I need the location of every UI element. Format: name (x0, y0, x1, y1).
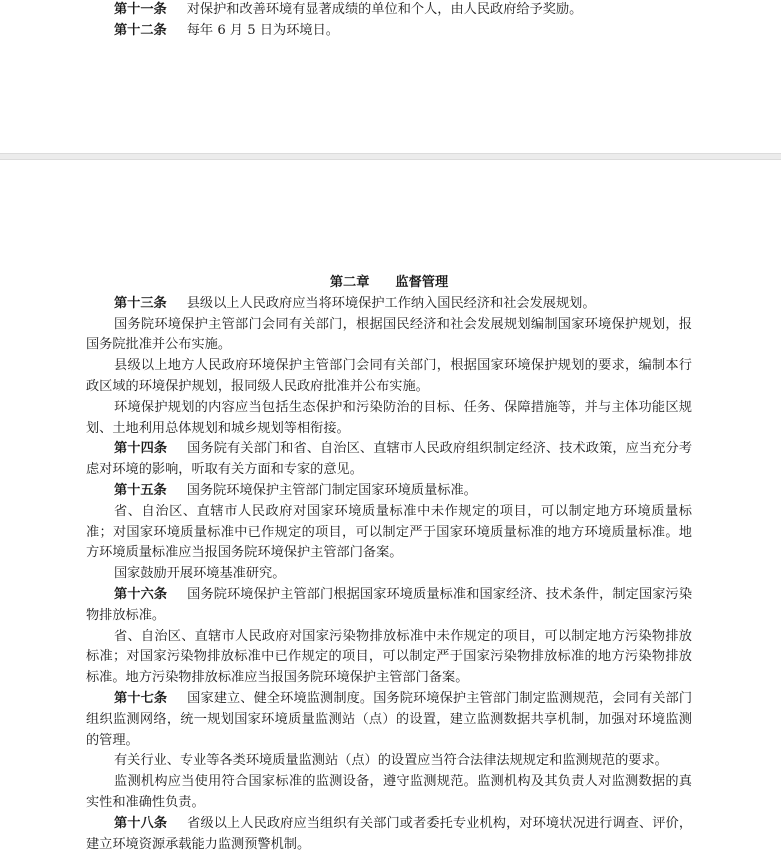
article-paragraph (86, 814, 692, 856)
article-paragraph (86, 689, 692, 751)
article-text: 国家鼓励开展环境基准研究。 (114, 566, 286, 582)
article-text: 省级以上人民政府应当组织有关部门或者委托专业机构，对环境状况进行调查、评价，建立环境资源承载能力监测预警机制。 (86, 815, 693, 852)
article-paragraph (86, 21, 692, 42)
article-text: 县级以上地方人民政府环境保护主管部门会同有关部门，根据国家环境保护规划的要求，编制本行政区域的环境保护规划，报同级人民政府批准并公布实施。 (86, 358, 692, 394)
article-paragraph (86, 502, 692, 564)
article-number: 第十七条 (114, 690, 168, 706)
document-page-2 (0, 160, 781, 857)
article-number: 第十二条 (114, 22, 167, 38)
article-paragraph (86, 0, 692, 21)
chapter-number: 第二章 (329, 275, 370, 290)
chapter-heading (86, 273, 692, 294)
article-number: 第十六条 (114, 586, 168, 602)
article-paragraph (86, 356, 692, 398)
article-number: 第十八条 (114, 815, 168, 831)
article-text: 国务院有关部门和省、自治区、直辖市人民政府组织制定经济、技术政策，应当充分考虑对环境的影响，听取有关方面和专家的意见。 (86, 441, 693, 478)
article-text: 有关行业、专业等各类环境质量监测站（点）的设置应当符合法律法规规定和监测规范的要求。 (114, 753, 668, 769)
article-paragraph (86, 439, 692, 481)
document-page-1 (0, 0, 781, 153)
page-2-body (86, 273, 692, 855)
page-1-body (86, 0, 692, 42)
article-number: 第十三条 (114, 295, 167, 311)
article-text: 省、自治区、直辖市人民政府对国家污染物排放标准中未作规定的项目，可以制定地方污染物排放标准；对国家污染物排放标准中已作规定的项目，可以制定严于国家污染物排放标准的地方污染物排放标准。地方污染物排放标准应当报国务院环境保护主管部门备案。 (86, 628, 692, 686)
chapter-paragraphs (86, 294, 692, 856)
article-number: 第十四条 (114, 441, 168, 457)
article-paragraph (86, 398, 692, 440)
article-paragraph (86, 772, 692, 814)
article-text: 国家建立、健全环境监测制度。国务院环境保护主管部门制定监测规范，会同有关部门组织监测网络，统一规划国家环境质量监测站（点）的设置，建立监测数据共享机制，加强对环境监测的管理。 (86, 690, 693, 748)
article-text: 国务院环境保护主管部门会同有关部门，根据国民经济和社会发展规划编制国家环境保护规划，报国务院批准并公布实施。 (86, 316, 692, 353)
article-text: 环境保护规划的内容应当包括生态保护和污染防治的目标、任务、保障措施等，并与主体功能区规划、土地利用总体规划和城乡规划等相衔接。 (86, 399, 692, 436)
article-text: 省、自治区、直辖市人民政府对国家环境质量标准中未作规定的项目，可以制定地方环境质量标准；对国家环境质量标准中已作规定的项目，可以制定严于国家环境质量标准的地方环境质量标准。地方环境质量标准应当报国务院环境保护主管部门备案。 (86, 503, 692, 561)
page-separator (0, 153, 781, 160)
article-number: 第十五条 (114, 482, 167, 498)
article-paragraph (86, 585, 692, 627)
article-text: 监测机构应当使用符合国家标准的监测设备，遵守监测规范。监测机构及其负责人对监测数据的真实性和准确性负责。 (86, 774, 692, 810)
article-paragraph (86, 627, 692, 689)
article-text: 每年 6 月 5 日为环境日。 (186, 22, 339, 38)
article-paragraph (86, 751, 692, 772)
article-text: 国务院环境保护主管部门根据国家环境质量标准和国家经济、技术条件，制定国家污染物排放标准。 (86, 586, 693, 623)
article-paragraph (86, 315, 692, 357)
article-paragraph (86, 481, 692, 502)
article-paragraph (86, 294, 692, 315)
article-text: 县级以上人民政府应当将环境保护工作纳入国民经济和社会发展规划。 (186, 295, 596, 311)
chapter-title: 监督管理 (395, 275, 449, 290)
article-paragraph (86, 564, 692, 585)
article-number: 第十一条 (114, 2, 167, 17)
article-text: 对保护和改善环境有显著成绩的单位和个人，由人民政府给予奖励。 (186, 2, 583, 17)
article-text: 国务院环境保护主管部门制定国家环境质量标准。 (186, 482, 477, 498)
